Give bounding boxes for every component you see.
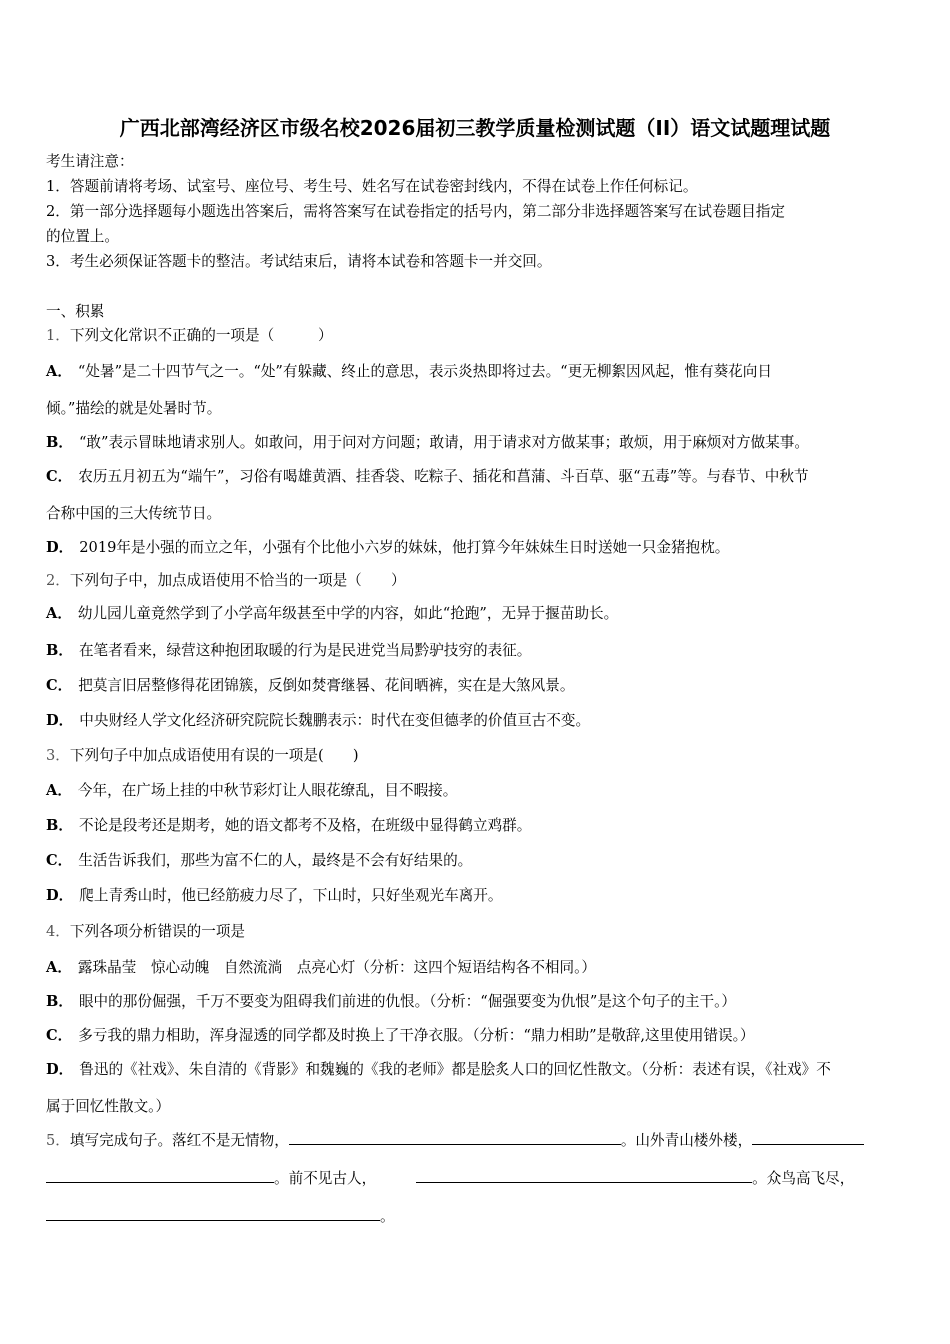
q1-option-b: B． “敢”表示冒昧地请求别人。如敢问，用于问对方问题；敢请，用于请求对方做某事；敢烦，用于麻烦对方做某事。 <box>46 434 809 451</box>
q1-option-a-cont: 倾。”描绘的就是处暑时节。 <box>46 400 222 417</box>
q4-option-b: B． 眼中的那份倔强，千万不要变为阻碍我们前进的仇恨。（分析：“倔强要变为仇恨”是这个句子的主干。） <box>46 993 736 1010</box>
q3-option-a: A． 今年，在广场上挂的中秋节彩灯让人眼花缭乱，目不暇接。 <box>46 782 458 799</box>
answer-blank[interactable] <box>416 1168 752 1183</box>
q3-option-d: D． 爬上青秀山时，他已经筋疲力尽了，下山时，只好坐观光车离开。 <box>46 887 503 904</box>
q1-option-c-cont: 合称中国的三大传统节日。 <box>46 505 222 522</box>
question-3-stem: 3．下列句子中加点成语使用有误的一项是( ) <box>46 747 359 764</box>
page-title: 广西北部湾经济区市级名校2026届初三教学质量检测试题（II）语文试题理试题 <box>119 116 831 140</box>
q4-option-d: D． 鲁迅的《社戏》、朱自清的《背影》和魏巍的《我的老师》都是脍炙人口的回忆性散文。（分析：表述有误，《社戏》不 <box>46 1061 831 1078</box>
q2-option-d: D． 中央财经人学文化经济研究院院长魏鹏表示：时代在变但德孝的价值亘古不变。 <box>46 712 591 729</box>
question-number: 1． <box>46 327 70 344</box>
question-5-line-2: 。前不见古人， 。众鸟高飞尽， <box>46 1168 854 1189</box>
notice-heading: 考生请注意： <box>46 153 134 170</box>
answer-blank[interactable] <box>46 1168 274 1183</box>
question-4-stem: 4．下列各项分析错误的一项是 <box>46 923 246 940</box>
q4-option-a: A． 露珠晶莹 惊心动魄 自然流淌 点亮心灯（分析：这四个短语结构各不相同。） <box>46 959 597 976</box>
answer-blank[interactable] <box>752 1130 864 1145</box>
answer-blank[interactable] <box>46 1206 380 1221</box>
q4-option-c: C． 多亏我的鼎力相助，浑身湿透的同学都及时换上了干净衣服。（分析：“鼎力相助”是敬辞,这里使用错误。） <box>46 1027 755 1044</box>
question-5-line-3: 。 <box>46 1206 395 1227</box>
q2-option-b: B． 在笔者看来，绿营这种抱团取暖的行为是民进党当局黔驴技穷的表征。 <box>46 642 532 659</box>
answer-blank[interactable] <box>289 1130 621 1145</box>
q3-option-b: B． 不论是段考还是期考，她的语文都考不及格，在班级中显得鹤立鸡群。 <box>46 817 532 834</box>
q3-option-c: C． 生活告诉我们，那些为富不仁的人，最终是不会有好结果的。 <box>46 852 473 869</box>
notice-item: 的位置上。 <box>46 228 119 245</box>
q2-option-a: A． 幼儿园儿童竟然学到了小学高年级甚至中学的内容，如此“抢跑”，无异于揠苗助长。 <box>46 605 619 622</box>
q2-option-c: C． 把莫言旧居整修得花团锦簇，反倒如焚膏继晷、花间晒裤，实在是大煞风景。 <box>46 677 575 694</box>
q1-option-c: C． 农历五月初五为“端午”，习俗有喝雄黄酒、挂香袋、吃粽子、插花和菖蒲、斗百草、驱“五毒”等。与春节、中秋节 <box>46 468 809 485</box>
q4-option-d-cont: 属于回忆性散文。） <box>46 1098 171 1115</box>
q1-option-a: A． “处暑”是二十四节气之一。“处”有躲藏、终止的意思，表示炎热即将过去。“更无柳絮因风起，惟有葵花向日 <box>46 363 772 380</box>
notice-item: 2．第一部分选择题每小题选出答案后，需将答案写在试卷指定的括号内，第二部分非选择题答案写在试卷题目指定 <box>46 203 785 220</box>
question-1-stem: 1．下列文化常识不正确的一项是（ ） <box>46 327 333 344</box>
question-5-line-1: 5．填写完成句子。落红不是无情物， 。山外青山楼外楼， <box>46 1130 864 1151</box>
notice-item: 3．考生必须保证答题卡的整洁。考试结束后，请将本试卷和答题卡一并交回。 <box>46 253 552 270</box>
section-heading: 一、积累 <box>46 303 105 320</box>
notice-item: 1．答题前请将考场、试室号、座位号、考生号、姓名写在试卷密封线内，不得在试卷上作任何标记。 <box>46 178 698 195</box>
q1-option-d: D． 2019年是小强的而立之年，小强有个比他小六岁的妹妹，他打算今年妹妹生日时送她一只金猪抱枕。 <box>46 539 730 556</box>
question-2-stem: 2．下列句子中，加点成语使用不恰当的一项是（ ） <box>46 572 406 589</box>
